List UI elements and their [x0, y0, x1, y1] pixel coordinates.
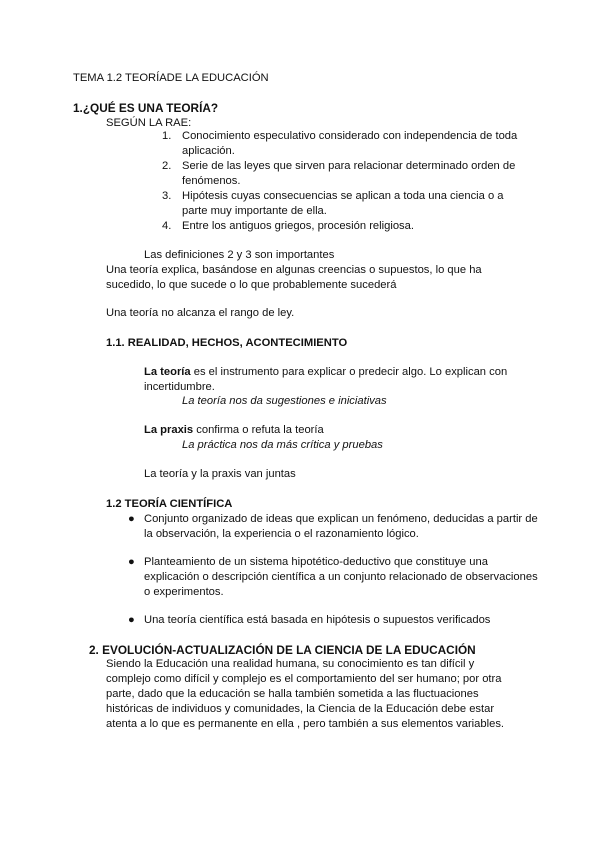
list-item: ● Una teoría científica está basada en hipótesis o supuestos verificados — [128, 614, 491, 626]
section-1-2-heading: 1.2 TEORÍA CIENTÍFICA — [106, 498, 233, 510]
definition-item: 4. Entre los antiguos griegos, procesión religiosa. — [162, 220, 414, 232]
rae-label: SEGÚN LA RAE: — [106, 117, 192, 129]
definitions-list — [162, 129, 522, 234]
document-title: TEMA 1.2 TEORÍADE LA EDUCACIÓN — [73, 72, 269, 84]
praxis-paragraph: La praxis confirma o refuta la teoría — [144, 424, 324, 436]
section-1-heading: 1.¿QUÉ ES UNA TEORÍA? — [73, 101, 219, 115]
section-2-paragraph: Siendo la Educación una realidad humana, su conocimiento es tan difícil y complejo como difícil y complejo es el comportamiento del ser humano; por otra parte, dado que la educación se halla también sometida a las fluctuaciones históricas de individuos y comunidades, la Ciencia de la Educación debe estar atenta a lo que es permanente en ella , pero también a sus elementos variables. — [106, 658, 505, 730]
definitions-note: Las definiciones 2 y 3 son importantes — [144, 249, 335, 261]
teoria-praxis-note: La teoría y la praxis van juntas — [144, 468, 296, 480]
section-1-1-heading: 1.1. REALIDAD, HECHOS, ACONTECIMIENTO — [106, 337, 348, 349]
list-item: ● Conjunto organizado de ideas que explican un fenómeno, deducidas a partir de la observación, la experiencia o el razonamiento lógico. — [128, 513, 538, 540]
section-2-heading: 2. EVOLUCIÓN-ACTUALIZACIÓN DE LA CIENCIA DE LA EDUCACIÓN — [89, 643, 476, 657]
definition-item: 1. Conocimiento especulativo considerado con independencia de toda aplicación. — [162, 130, 518, 157]
teoria-italic-note: La teoría nos da sugestiones e iniciativas — [182, 395, 387, 407]
definition-item: 3. Hipótesis cuyas consecuencias se aplican a toda una ciencia o a parte muy importante de ella. — [162, 190, 504, 217]
praxis-italic-note: La práctica nos da más crítica y pruebas — [182, 439, 383, 451]
list-item: ● Planteamiento de un sistema hipotético-deductivo que constituye una explicación o descripción científica a un conjunto relacionado de observaciones o experimentos. — [128, 556, 538, 598]
theory-law-note: Una teoría no alcanza el rango de ley. — [106, 307, 295, 319]
theory-explanation: Una teoría explica, basándose en algunas creencias o supuestos, lo que ha sucedido, lo que sucede o lo que probablemente sucederá — [106, 264, 482, 291]
definition-item: 2. Serie de las leyes que sirven para relacionar determinado orden de fenómenos. — [162, 160, 516, 187]
teoria-paragraph: La teoría es el instrumento para explicar o predecir algo. Lo explican con incertidumbre. — [144, 366, 508, 393]
